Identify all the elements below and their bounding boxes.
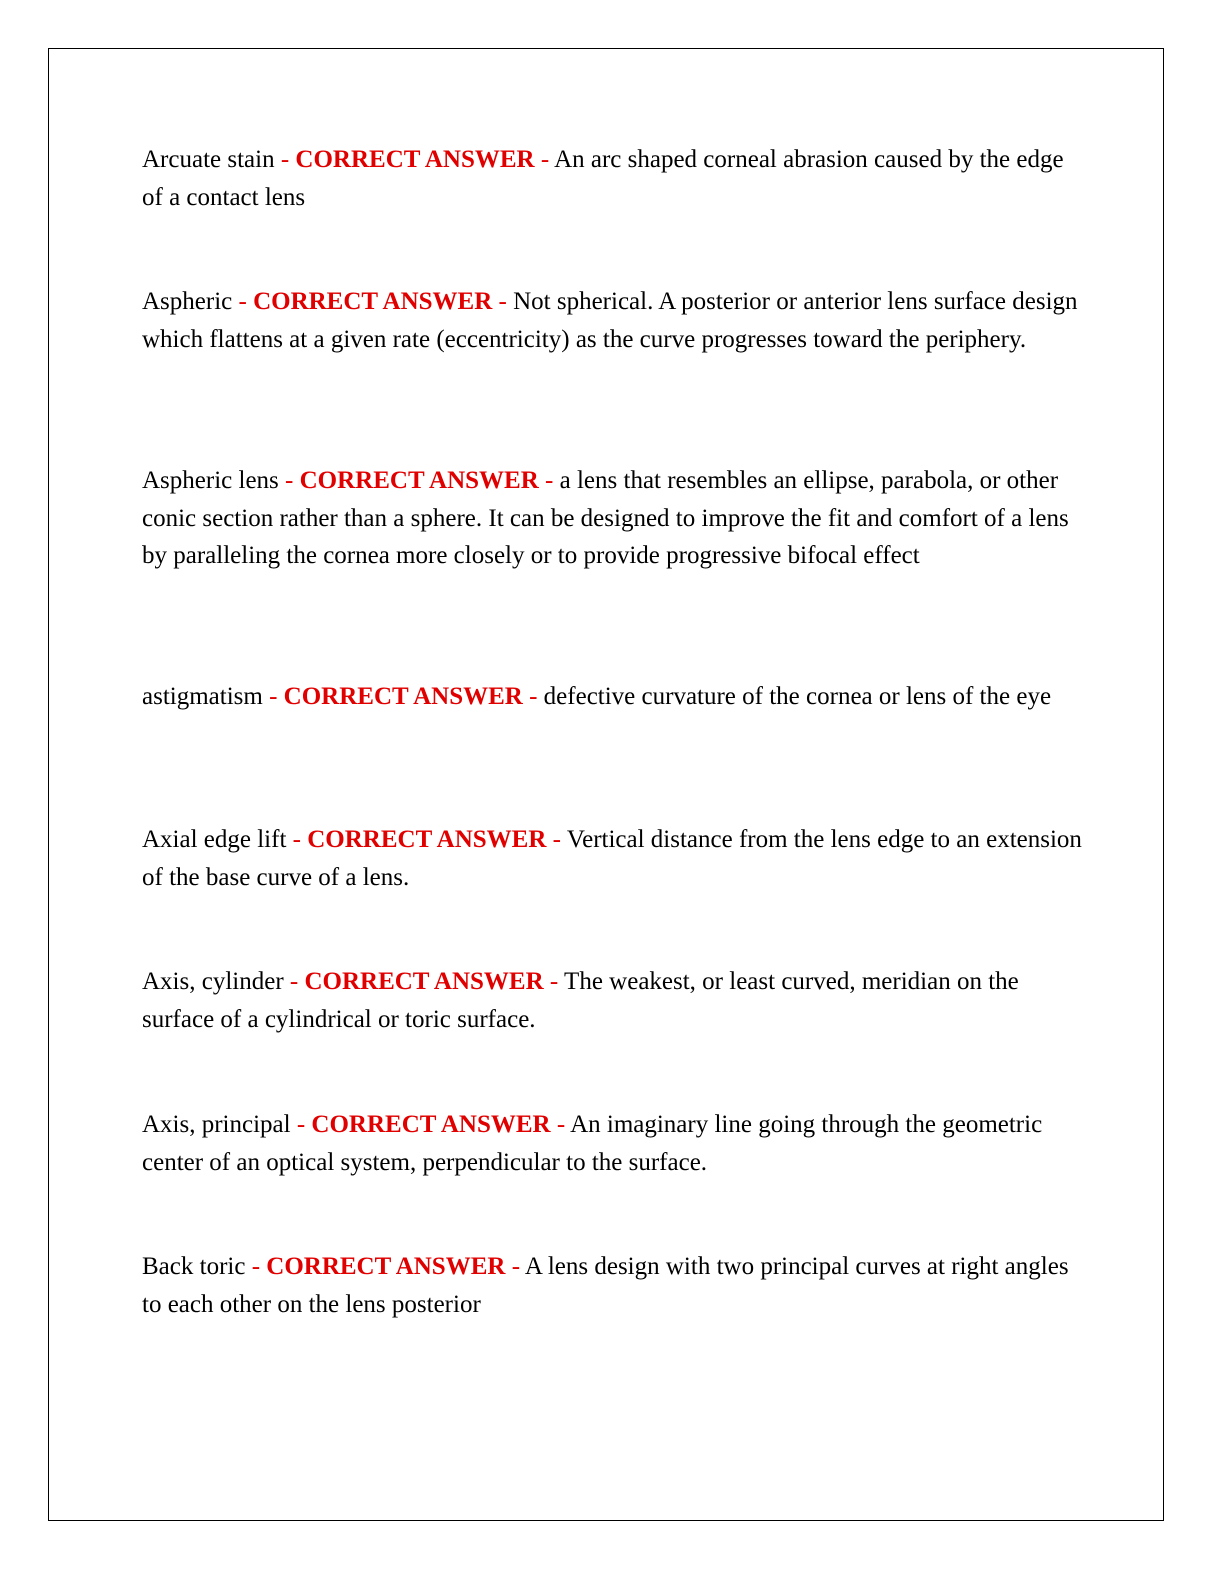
entry-definition: An arc shaped corneal abrasion caused by the edge of a contact lens [142, 146, 1064, 211]
separator: - [545, 467, 554, 494]
entry-axis-principal [142, 1106, 1082, 1181]
separator: - [238, 288, 247, 315]
entry-definition: Not spherical. A posterior or anterior lens surface design which flattens at a given rate (eccentricity) as the curve progresses toward the periphery. [142, 288, 1078, 353]
entry-definition: A lens design with two principal curves at right angles to each other on the lens posterior [142, 1253, 1069, 1318]
correct-answer-label: CORRECT ANSWER [253, 288, 493, 315]
separator: - [292, 826, 301, 853]
entry-definition: The weakest, or least curved, meridian on the surface of a cylindrical or toric surface. [142, 968, 1019, 1033]
entry-definition: a lens that resembles an ellipse, parabola, or other conic section rather than a sphere. It can be designed to improve the fit and comfort of a lens by paralleling the cornea more closely or to provide progressive bifocal effect [142, 467, 1069, 569]
entry-astigmatism [142, 678, 1082, 716]
entry-term: Back toric [142, 1253, 246, 1280]
correct-answer-label: CORRECT ANSWER [311, 1111, 551, 1138]
separator: - [296, 1111, 306, 1138]
entry-axis-cylinder [142, 963, 1082, 1038]
entry-term: Arcuate stain [142, 146, 275, 173]
entry-term: Axis, cylinder [142, 968, 284, 995]
separator: - [511, 1253, 521, 1280]
entry-term: Axial edge lift [142, 826, 287, 853]
correct-answer-label: CORRECT ANSWER [299, 467, 539, 494]
separator: - [498, 288, 507, 315]
entry-term: Aspheric lens [142, 467, 279, 494]
entry-term: astigmatism [142, 683, 263, 710]
separator: - [552, 826, 561, 853]
correct-answer-label: CORRECT ANSWER [304, 968, 544, 995]
entry-term: Axis, principal [142, 1111, 291, 1138]
separator: - [529, 683, 538, 710]
separator: - [289, 968, 299, 995]
separator: - [540, 146, 550, 173]
separator: - [280, 146, 290, 173]
entry-axial-edge-lift [142, 821, 1082, 896]
entry-aspheric [142, 283, 1082, 358]
entry-term: Aspheric [142, 288, 233, 315]
separator: - [269, 683, 278, 710]
separator: - [549, 968, 559, 995]
entry-back-toric [142, 1248, 1082, 1323]
entry-aspheric-lens [142, 462, 1082, 575]
separator: - [556, 1111, 566, 1138]
separator: - [251, 1253, 261, 1280]
entry-definition: defective curvature of the cornea or lens of the eye [543, 683, 1052, 710]
correct-answer-label: CORRECT ANSWER [283, 683, 523, 710]
correct-answer-label: CORRECT ANSWER [295, 146, 535, 173]
entry-definition: Vertical distance from the lens edge to an extension of the base curve of a lens. [142, 826, 1082, 891]
entry-arcuate-stain [142, 141, 1082, 216]
separator: - [285, 467, 294, 494]
entry-definition: An imaginary line going through the geometric center of an optical system, perpendicular to the surface. [142, 1111, 1043, 1176]
correct-answer-label: CORRECT ANSWER [307, 826, 547, 853]
correct-answer-label: CORRECT ANSWER [266, 1253, 506, 1280]
